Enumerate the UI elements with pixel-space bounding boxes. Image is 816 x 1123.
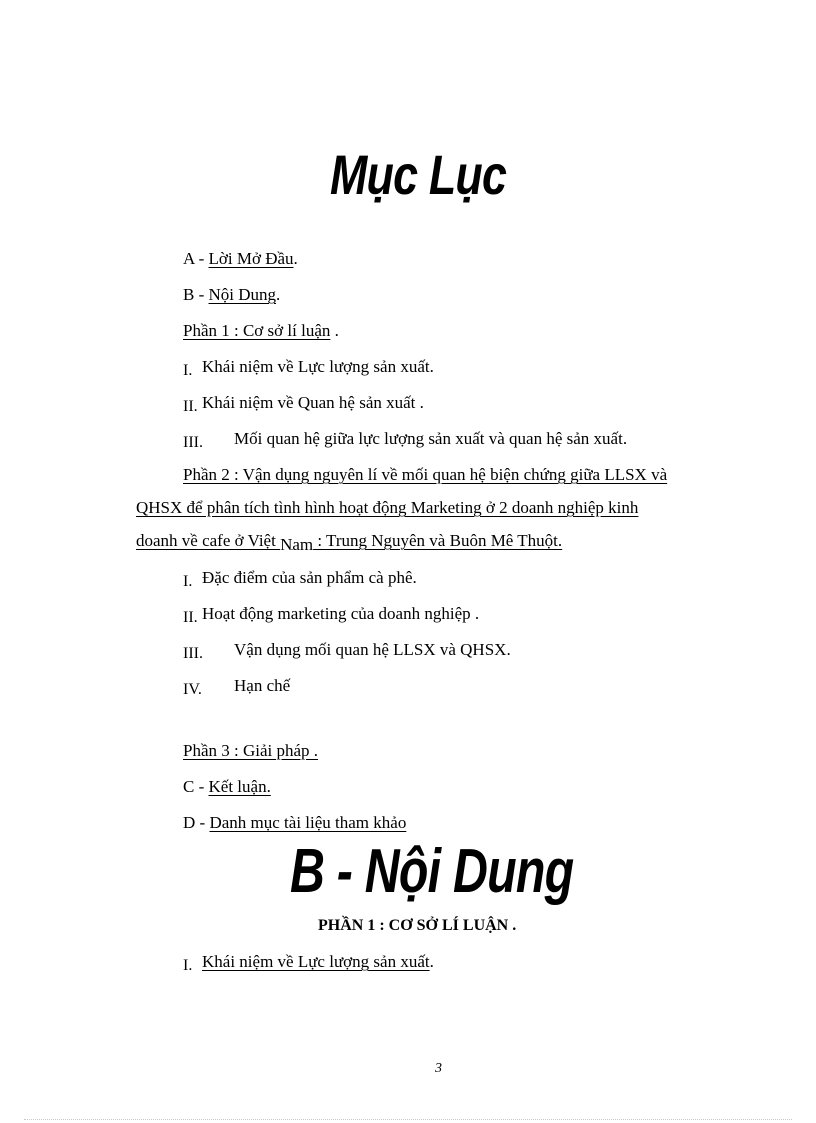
item-number: II. bbox=[183, 609, 198, 626]
entry-suffix: . bbox=[293, 249, 298, 268]
page-number: 3 bbox=[435, 1061, 442, 1076]
entry-suffix: . bbox=[276, 285, 281, 304]
toc-p1-item bbox=[183, 429, 627, 450]
toc-title: Mục Lục bbox=[330, 143, 507, 206]
section-heading: PHẦN 1 : CƠ SỞ LÍ LUẬN . bbox=[318, 917, 517, 934]
toc-entry-b bbox=[183, 285, 280, 305]
toc-entry-c bbox=[183, 777, 271, 797]
toc-p2-item bbox=[183, 676, 290, 697]
entry-link[interactable]: Nội Dung bbox=[208, 285, 277, 304]
item-number: III. bbox=[183, 434, 203, 451]
part-suffix: . bbox=[330, 321, 339, 340]
toc-p1-item bbox=[183, 393, 424, 414]
entry-link[interactable]: Kết luận. bbox=[208, 777, 271, 796]
item-text[interactable]: Khái niệm về Quan hệ sản xuất . bbox=[202, 393, 424, 412]
item-number: III. bbox=[183, 645, 203, 662]
entry-prefix: B - bbox=[183, 285, 209, 304]
item-text[interactable]: Hạn chế bbox=[234, 676, 291, 695]
toc-part-1 bbox=[183, 321, 339, 341]
entry-link[interactable]: Danh mục tài liệu tham khảo bbox=[209, 813, 407, 832]
item-text[interactable]: Khái niệm về Lực lượng sản xuất bbox=[202, 952, 430, 971]
item-number: IV. bbox=[183, 681, 202, 698]
item-number: I. bbox=[183, 957, 193, 974]
part-link[interactable]: Phần 1 : Cơ sở lí luận bbox=[183, 321, 331, 340]
entry-prefix: D - bbox=[183, 813, 210, 832]
item-text[interactable]: Mối quan hệ giữa lực lượng sản xuất và quan hệ sản xuất. bbox=[234, 429, 628, 448]
entry-prefix: C - bbox=[183, 777, 209, 796]
item-number: II. bbox=[183, 398, 198, 415]
part-text-lowered: Nam bbox=[280, 535, 314, 554]
item-text[interactable]: Vận dụng mối quan hệ LLSX và QHSX. bbox=[234, 640, 511, 659]
toc-entry-d bbox=[183, 813, 406, 833]
toc-part-2-line-1[interactable]: Phần 2 : Vận dụng nguyên lí về mối quan hệ biện chứng giữa LLSX và bbox=[183, 465, 668, 484]
entry-prefix: A - bbox=[183, 249, 209, 268]
toc-p2-item bbox=[183, 568, 417, 589]
toc-p2-item bbox=[183, 604, 479, 625]
item-number: I. bbox=[183, 362, 193, 379]
toc-p2-item bbox=[183, 640, 511, 661]
item-suffix: . bbox=[429, 952, 434, 971]
part-text: : Trung Nguyên và Buôn Mê Thuột. bbox=[313, 531, 563, 550]
item-text[interactable]: Khái niệm về Lực lượng sản xuất. bbox=[202, 357, 434, 376]
entry-link[interactable]: Lời Mở Đầu bbox=[208, 249, 294, 268]
section-item bbox=[183, 952, 434, 973]
item-text[interactable]: Đặc điểm của sản phẩm cà phê. bbox=[202, 568, 417, 587]
toc-part-2-line-2[interactable]: QHSX để phân tích tình hình hoạt động Marketing ở 2 doanh nghiệp kinh bbox=[136, 498, 639, 517]
item-text[interactable]: Hoạt động marketing của doanh nghiệp . bbox=[202, 604, 480, 623]
section-title: B - Nội Dung bbox=[290, 837, 574, 906]
toc-entry-a bbox=[183, 249, 298, 269]
toc-p1-item bbox=[183, 357, 434, 378]
part-text: doanh về cafe ở Việt bbox=[136, 531, 281, 550]
toc-part-2-line-3[interactable] bbox=[136, 531, 563, 554]
page-bottom-divider bbox=[24, 1119, 792, 1120]
toc-part-3[interactable]: Phần 3 : Giải pháp . bbox=[183, 741, 319, 760]
item-number: I. bbox=[183, 573, 193, 590]
